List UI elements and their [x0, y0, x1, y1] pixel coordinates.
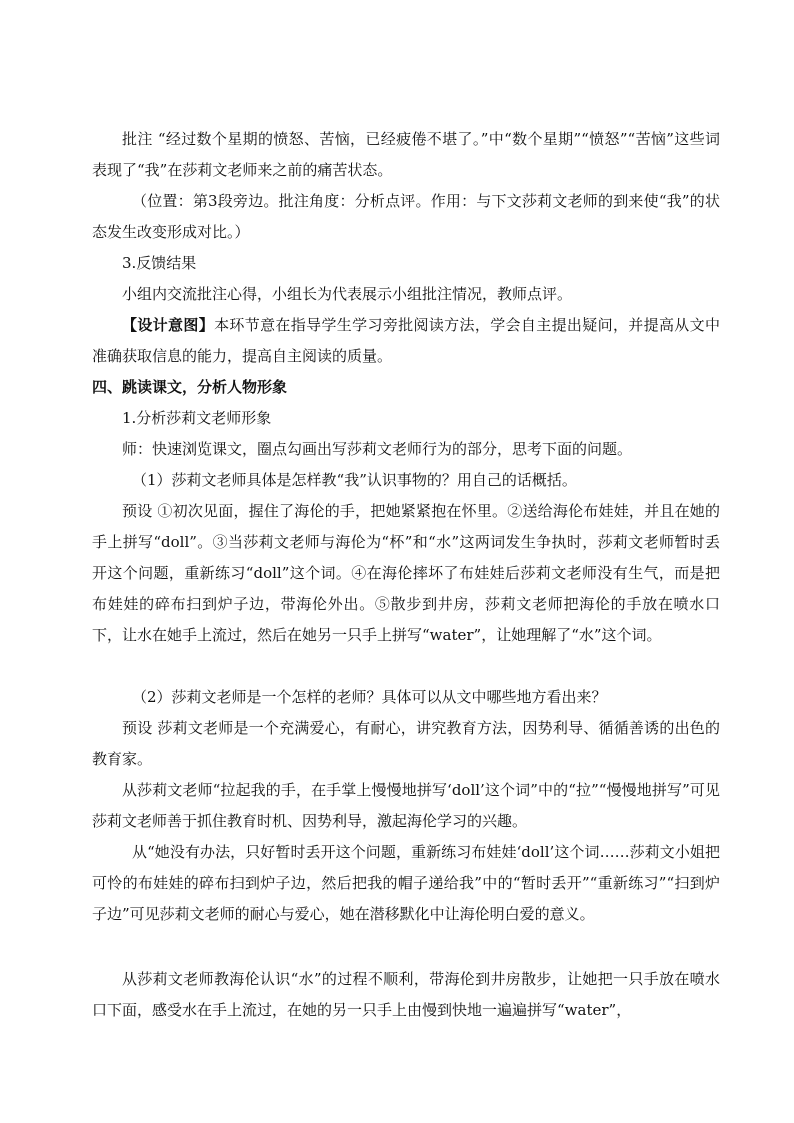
annotation-paragraph: 批注 “经过数个星期的愤怒、苦恼，已经疲倦不堪了。”中“数个星期”“愤怒”“苦恼”这些词表现了“我”在莎莉文老师来之前的痛苦状态。 — [92, 130, 720, 179]
annotation-note: （位置：第3段旁边。批注角度：分析点评。作用：与下文莎莉文老师的到来使“我”的状态发生改变形成对比。） — [92, 192, 720, 241]
design-intent-text: 本环节意在指导学生学习旁批阅读方法，学会自主提出疑问，并提高从文中准确获取信息的能力，提高自主阅读的质量。 — [92, 316, 720, 365]
question-one: （1）莎莉文老师具体是怎样教“我”认识事物的？用自己的话概括。 — [132, 471, 577, 489]
subheading-teacher-image: 1.分析莎莉文老师形象 — [122, 409, 272, 427]
section-heading-four: 四、跳读课文，分析人物形象 — [92, 378, 288, 396]
section-heading-feedback: 3.反馈结果 — [122, 254, 197, 272]
question-two: （2）莎莉文老师是一个怎样的老师？具体可以从文中哪些地方看出来？ — [132, 688, 607, 706]
answer-one: 预设 ①初次见面，握住了海伦的手，把她紧紧抱在怀里。②送给海伦布娃娃，并且在她的手上拼写“doll”。③当莎莉文老师与海伦为“杯”和“水”这两词发生争执时，莎莉文老师暂时丢开这个问题，重新练习“doll”这个词。④在海伦摔坏了布娃娃后莎莉文老师没有生气，而是把布娃娃的碎布扫到炉子边，带海伦外出。⑤散步到井房，莎莉文老师把海伦的手放在喷水口下，让水在她手上流过，然后在她另一只手上拼写“water”，让她理解了“水”这个词。 — [92, 502, 720, 644]
analysis-paragraph-2: 从“她没有办法，只好暂时丢开这个问题，重新练习布娃娃‘doll’这个词……莎莉文小姐把可怜的布娃娃的碎布扫到炉子边，然后把我的帽子递给我”中的“暂时丢开”“重新练习”“扫到炉子边”可见莎莉文老师的耐心与爱心，她在潜移默化中让海伦明白爱的意义。 — [92, 843, 720, 923]
answer-two: 预设 莎莉文老师是一个充满爱心，有耐心，讲究教育方法，因势利导、循循善诱的出色的教育家。 — [92, 719, 720, 768]
teacher-instruction: 师：快速浏览课文，圈点勾画出写莎莉文老师行为的部分，思考下面的问题。 — [122, 440, 633, 458]
analysis-paragraph-1: 从莎莉文老师“拉起我的手，在手掌上慢慢地拼写‘doll’这个词”中的“拉”“慢慢地拼写”可见莎莉文老师善于抓住教育时机、因势利导，激起海伦学习的兴趣。 — [92, 781, 720, 830]
design-intent-tag: 【设计意图】 — [122, 316, 215, 334]
analysis-paragraph-3: 从莎莉文老师教海伦认识“水”的过程不顺利，带海伦到井房散步，让她把一只手放在喷水口下面，感受水在手上流过，在她的另一只手上由慢到快地一遍遍拼写“water”， — [92, 970, 720, 1019]
design-intent-paragraph — [92, 310, 720, 372]
feedback-paragraph: 小组内交流批注心得，小组长为代表展示小组批注情况，教师点评。 — [122, 285, 573, 303]
